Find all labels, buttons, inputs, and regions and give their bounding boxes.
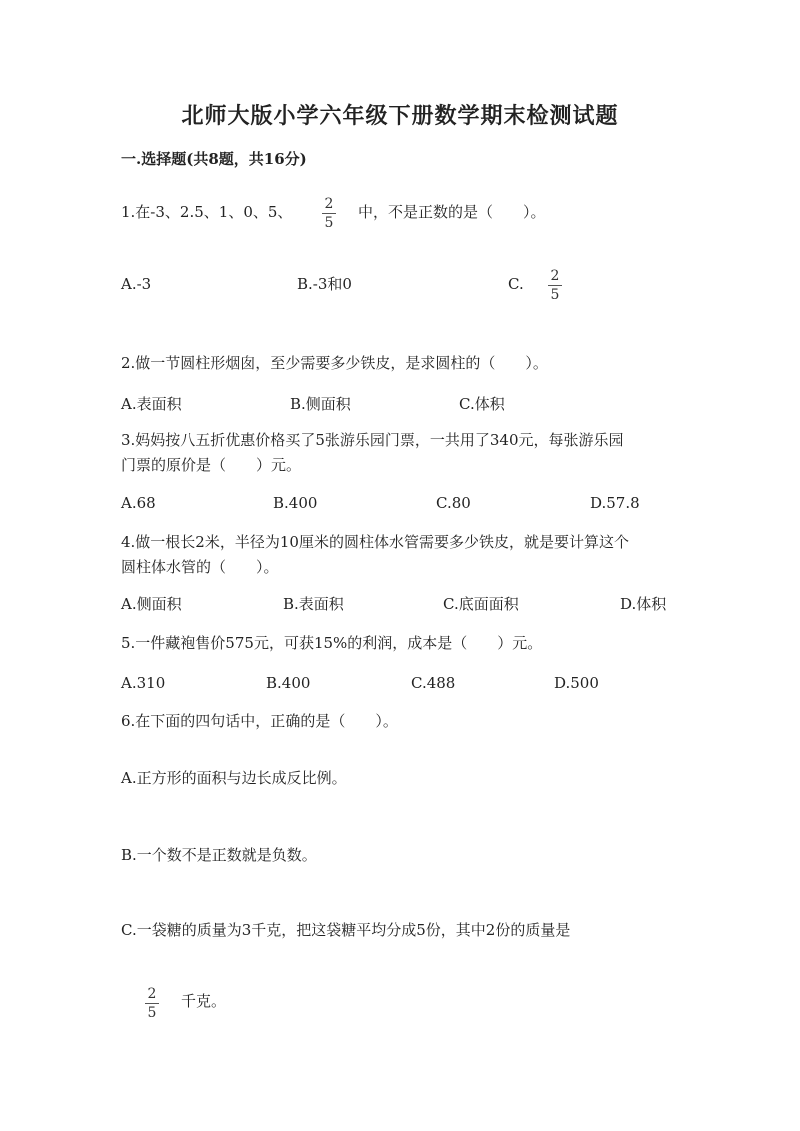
fraction-numerator: 2 [324,196,334,212]
q3-option-a: A.68 [121,494,156,512]
fraction-numerator: 2 [550,268,560,284]
fraction-denominator: 5 [324,215,334,231]
q4-option-c: C.底面面积 [443,595,519,613]
question-3-line1: 3.妈妈按八五折优惠价格买了5张游乐园门票，一共用了340元，每张游乐园 [121,431,624,449]
section-heading: 一.选择题(共8题，共16分) [121,150,307,168]
q1-option-c: C. [508,275,524,293]
question-4-line2: 圆柱体水管的（ ）。 [121,558,279,576]
fraction-denominator: 5 [147,1005,157,1021]
question-1-prefix: 1.在-3、2.5、1、0、5、 [121,203,293,221]
question-5: 5.一件藏袍售价575元，可获15%的利润，成本是（ ）元。 [121,634,543,652]
q6-option-c-unit: 千克。 [181,992,227,1010]
question-3-line2: 门票的原价是（ ）元。 [121,456,302,474]
q4-option-d: D.体积 [620,595,667,613]
question-6: 6.在下面的四句话中，正确的是（ ）。 [121,712,398,730]
q2-option-a: A.表面积 [121,395,182,413]
question-4-line1: 4.做一根长2米，半径为10厘米的圆柱体水管需要多少铁皮，就是要计算这个 [121,533,629,551]
question-1-suffix: 中，不是正数的是（ ）。 [358,203,546,221]
q3-option-b: B.400 [273,494,318,512]
q5-option-b: B.400 [266,674,311,692]
q2-option-c: C.体积 [459,395,505,413]
q6-option-b: B.一个数不是正数就是负数。 [121,846,317,864]
q6-option-c-fraction [145,986,159,1021]
question-2: 2.做一节圆柱形烟囱，至少需要多少铁皮，是求圆柱的（ ）。 [121,354,548,372]
page-title: 北师大版小学六年级下册数学期末检测试题 [181,103,619,129]
q6-option-c: C.一袋糖的质量为3千克，把这袋糖平均分成5份，其中2份的质量是 [121,921,571,939]
fraction-denominator: 5 [550,287,560,303]
q1-option-a: A.-3 [121,275,152,293]
q4-option-b: B.表面积 [283,595,344,613]
q1-option-c-fraction [548,268,562,303]
q3-option-c: C.80 [436,494,471,512]
q5-option-d: D.500 [554,674,599,692]
q6-option-a: A.正方形的面积与边长成反比例。 [121,769,347,787]
q4-option-a: A.侧面积 [121,595,182,613]
q3-option-d: D.57.8 [590,494,640,512]
fraction-bar [322,213,336,214]
question-1-fraction [322,196,336,231]
fraction-bar [145,1003,159,1004]
q5-option-c: C.488 [411,674,456,692]
q2-option-b: B.侧面积 [290,395,351,413]
fraction-numerator: 2 [147,986,157,1002]
fraction-bar [548,285,562,286]
q1-option-b: B.-3和0 [297,275,352,293]
q5-option-a: A.310 [121,674,166,692]
